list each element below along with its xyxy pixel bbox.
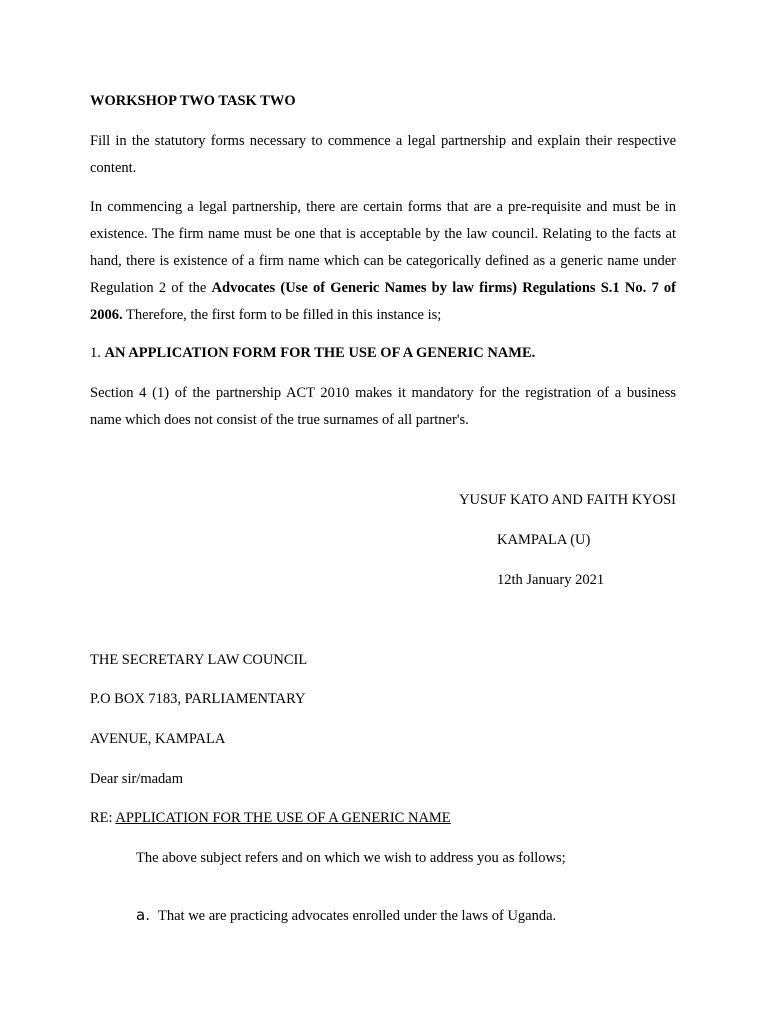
- re-subject: APPLICATION FOR THE USE OF A GENERIC NAME: [115, 810, 451, 826]
- recipient-line-1: THE SECRETARY LAW COUNCIL: [90, 652, 308, 668]
- salutation: Dear sir/madam: [90, 771, 184, 787]
- section-heading-1: [90, 345, 676, 362]
- intro-paragraph: Fill in the statutory forms necessary to commence a legal partnership and explain their respective content.: [90, 133, 676, 176]
- sender-name: YUSUF KATO AND FAITH KYOSI: [459, 492, 676, 508]
- section-heading-text: AN APPLICATION FORM FOR THE USE OF A GENERIC NAME.: [104, 345, 536, 361]
- letter-date: 12th January 2021: [497, 572, 605, 588]
- letter-intro: The above subject refers and on which we wish to address you as follows;: [136, 850, 566, 866]
- re-line: [90, 810, 676, 827]
- recipient-line-2: P.O BOX 7183, PARLIAMENTARY: [90, 691, 306, 707]
- sender-city: KAMPALA (U): [497, 532, 591, 548]
- context-text-b: Therefore, the first form to be filled in this instance is;: [122, 307, 442, 323]
- recipient-line-3: AVENUE, KAMPALA: [90, 731, 226, 747]
- list-marker: a.: [136, 906, 150, 924]
- section-number: 1.: [90, 345, 105, 361]
- document-title: WORKSHOP TWO TASK TWO: [90, 93, 296, 109]
- statute-paragraph: Section 4 (1) of the partnership ACT 2010 makes it mandatory for the registration of a business name which does not consist of the true surnames of all partner's.: [90, 385, 676, 428]
- context-text-a: In commencing a legal partnership, there are certain forms that are a pre-requisite and must be in existence. The firm name must be one that is acceptable by the law council. Relating to the facts at hand, there is existence of a firm name which can be categorically defined as a generic name under Regulation 2 of the: [90, 199, 676, 296]
- list-item: [136, 906, 556, 925]
- re-prefix: RE:: [90, 810, 116, 826]
- list-item-text: That we are practicing advocates enrolled under the laws of Uganda.: [158, 908, 557, 924]
- regulation-citation: Advocates (Use of Generic Names by law firms) Regulations S.1 No. 7 of 2006.: [90, 280, 677, 323]
- context-paragraph: [90, 194, 676, 329]
